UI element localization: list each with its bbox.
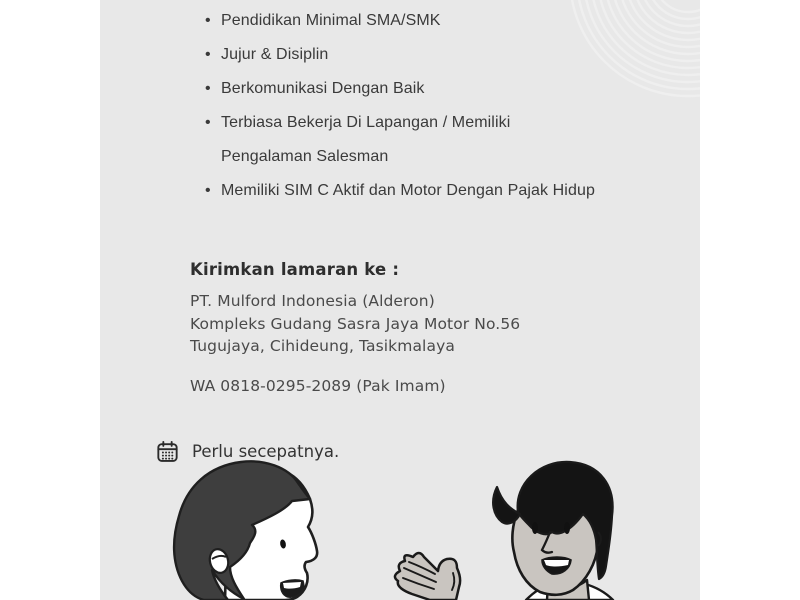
flyer-panel (100, 0, 700, 600)
waving-hand (395, 553, 460, 600)
requirement-item: • Pendidikan Minimal SMA/SMK (205, 4, 651, 38)
address-line-1: Kompleks Gudang Sasra Jaya Motor No.56 (190, 314, 521, 333)
requirement-item: • Terbiasa Bekerja Di Lapangan / Memiliki Pengalaman Salesman (205, 106, 573, 174)
requirement-item: • Memiliki SIM C Aktif dan Motor Dengan Pajak Hidup (205, 174, 651, 208)
company-name: PT. Mulford Indonesia (Alderon) (190, 292, 435, 310)
left-person-illustration (174, 461, 317, 600)
urgency-label: Perlu secepatnya. (192, 442, 340, 461)
application-section (190, 260, 620, 395)
two-people-illustration (100, 440, 700, 600)
right-person-illustration (493, 462, 613, 600)
application-heading: Kirimkan lamaran ke : (190, 260, 400, 279)
whatsapp-contact: WA 0818-0295-2089 (Pak Imam) (190, 376, 446, 395)
requirement-item: • Berkomunikasi Dengan Baik (205, 72, 651, 106)
requirement-item: • Jujur & Disiplin (205, 38, 651, 72)
requirements-list (205, 4, 651, 208)
address-line-2: Tugujaya, Cihideung, Tasikmalaya (190, 337, 455, 355)
